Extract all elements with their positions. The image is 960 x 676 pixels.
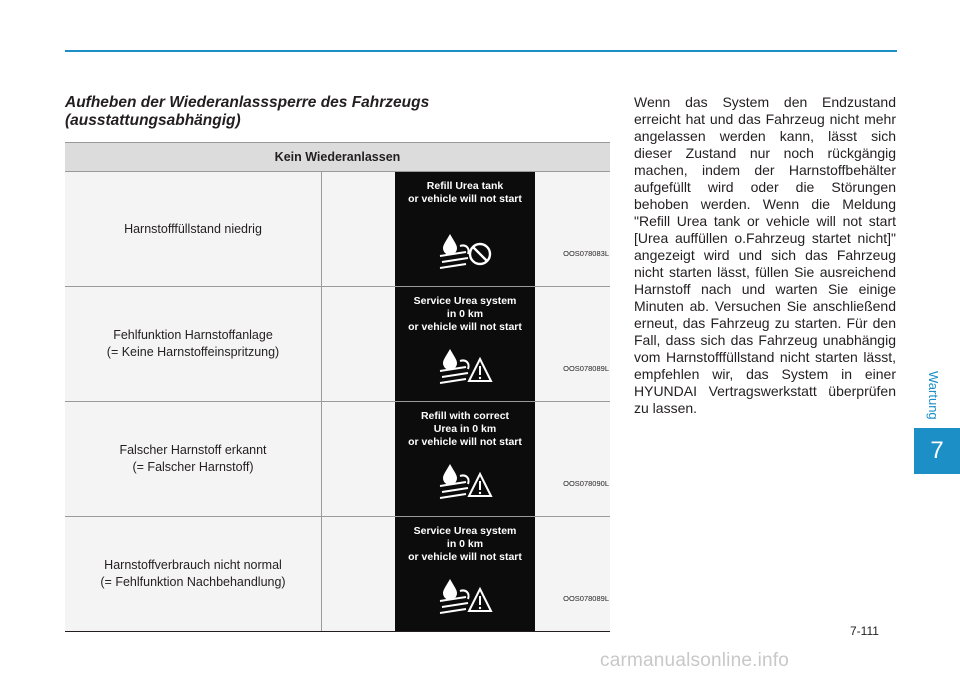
display-cell: [322, 517, 610, 631]
urea-warning-icon: [436, 462, 494, 502]
condition-label: Fehlfunktion Harnstoffanlage: [113, 328, 273, 342]
condition-sublabel: (= Keine Harnstoffeinspritzung): [106, 345, 280, 359]
urea-warning-icon: [436, 577, 494, 617]
chapter-tab-number: 7: [914, 428, 960, 474]
restart-block-table: [65, 142, 610, 632]
chapter-tab-label: Wartung: [926, 370, 941, 420]
condition-label: Harnstoffverbrauch nicht normal: [104, 558, 282, 572]
section-title: [65, 94, 585, 130]
table-row: [65, 517, 610, 632]
cluster-display: [395, 402, 535, 516]
top-rule: [65, 50, 897, 52]
page-number: 7-111: [850, 624, 879, 638]
condition-cell: [65, 172, 322, 286]
image-code: OOS078089L: [563, 364, 609, 373]
display-message: Service Urea system in 0 km or vehicle will not start: [408, 295, 522, 333]
cluster-display: [395, 517, 535, 631]
condition-cell: [65, 517, 322, 631]
display-message: Refill with correct Urea in 0 km or vehicle will not start: [408, 410, 522, 448]
table-row: [65, 172, 610, 287]
table-row: [65, 287, 610, 402]
display-message: Refill Urea tank or vehicle will not start: [408, 180, 522, 205]
condition-sublabel: (= Falscher Harnstoff): [132, 460, 254, 474]
urea-warning-icon: [436, 347, 494, 387]
condition-sublabel: (= Fehlfunktion Nachbehandlung): [100, 575, 286, 589]
urea-no-icon: [436, 232, 494, 272]
cluster-display: [395, 172, 535, 286]
condition-cell: [65, 287, 322, 401]
image-code: OOS078090L: [563, 479, 609, 488]
cluster-display: [395, 287, 535, 401]
section-title-line1: Aufheben der Wiederanlasssperre des Fahrzeugs: [65, 94, 430, 111]
display-cell: [322, 287, 610, 401]
display-message: Service Urea system in 0 km or vehicle will not start: [408, 525, 522, 563]
display-cell: [322, 402, 610, 516]
watermark: carmanualsonline.info: [600, 650, 790, 671]
condition-cell: [65, 402, 322, 516]
table-row: [65, 402, 610, 517]
image-code: OOS078083L: [563, 249, 609, 258]
condition-label: Harnstofffüllstand niedrig: [124, 221, 262, 236]
condition-label: Falscher Harnstoff erkannt: [119, 443, 267, 457]
body-paragraph: Wenn das System den Endzustand erreicht hat und das Fahrzeug nicht mehr angelassen werden kann, lässt sich dieser Zustand nur noch rückgängig machen, indem der Harnstoffbehälter aufgefüllt wird oder die Störungen behoben werden. Wenn die Meldung "Refill Urea tank or vehicle will not start [Urea auffüllen o.Fahrzeug startet nicht]" angezeigt wird und sich das Fahrzeug nicht starten lässt, füllen Sie ausreichend Harnstoff nach und warten Sie einige Minuten ab. Versuchen Sie anschließend erneut, das Fahrzeug zu starten. Für den Fall, dass sich das Fahrzeug unabhängig vom Harnstofffüllstand nicht starten lässt, empfehlen wir, das System in einer HYUNDAI Vertragswerkstatt überprüfen zu lassen.: [634, 94, 896, 416]
table-header: Kein Wiederanlassen: [65, 142, 610, 172]
image-code: OOS078089L: [563, 594, 609, 603]
display-cell: [322, 172, 610, 286]
section-title-line2: (ausstattungsabhängig): [65, 112, 241, 129]
